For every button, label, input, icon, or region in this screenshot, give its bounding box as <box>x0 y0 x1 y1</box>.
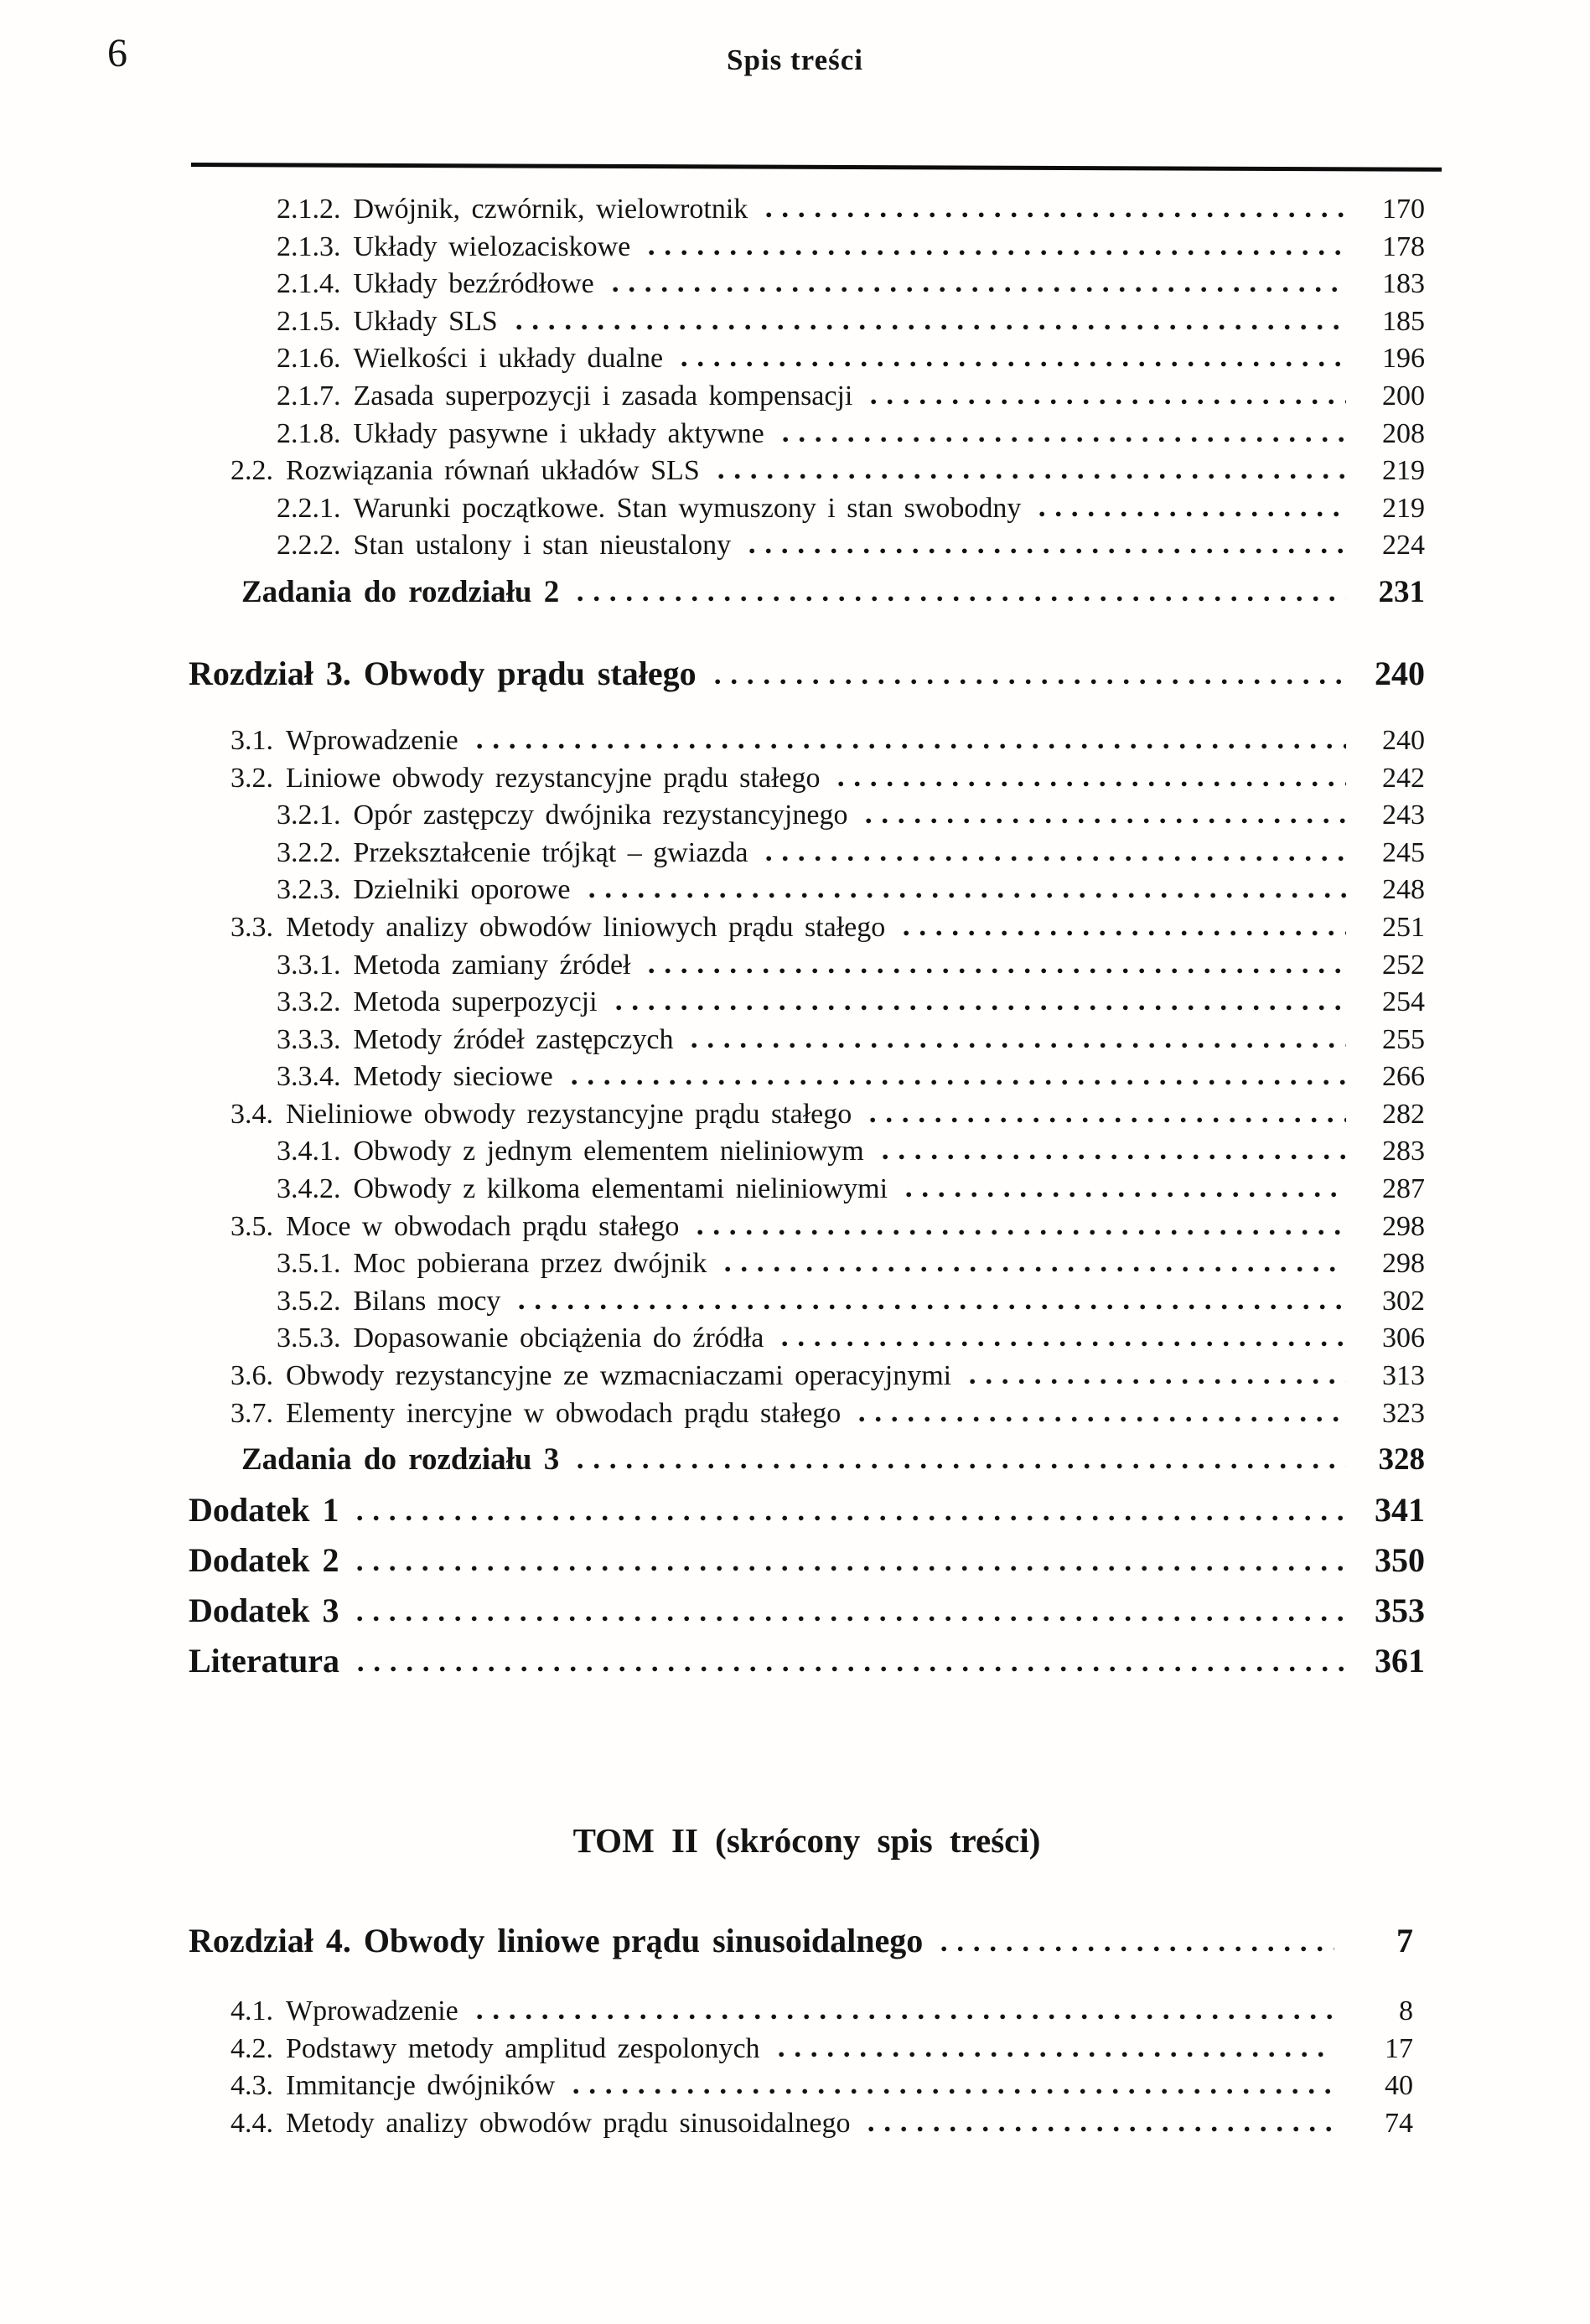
entry-number: 2.1.6. <box>277 343 341 375</box>
entry-page-number: 196 <box>1382 343 1425 375</box>
dot-leader <box>783 437 1346 443</box>
dot-leader <box>477 2014 1334 2020</box>
dot-leader <box>870 1117 1346 1123</box>
entry-number: 3.3.2. <box>277 986 341 1018</box>
toc-entry <box>189 1283 1425 1321</box>
entry-page-number: 242 <box>1382 762 1425 794</box>
dot-leader <box>749 548 1346 554</box>
dot-leader <box>577 1463 1346 1469</box>
entry-title: Układy SLS <box>353 305 498 337</box>
entry-page-number: 17 <box>1385 2032 1413 2064</box>
entry-number: 3.4.2. <box>277 1173 341 1205</box>
entry-number: 3.4. <box>230 1098 273 1130</box>
toc-entry <box>189 572 1425 613</box>
dot-leader <box>691 1043 1346 1048</box>
entry-page-number: 323 <box>1382 1397 1425 1429</box>
entry-page-number: 240 <box>1375 654 1425 692</box>
entry-title: Obwody z kilkoma elementami nieliniowymi <box>353 1173 888 1205</box>
entry-page-number: 200 <box>1382 380 1425 411</box>
entry-title: Dodatek 2 <box>189 1541 339 1580</box>
dot-leader <box>866 818 1346 824</box>
entry-page-number: 298 <box>1382 1210 1425 1242</box>
entry-number: 3.2.1. <box>277 800 341 831</box>
entry-title: Literatura <box>189 1642 339 1680</box>
dot-leader <box>519 1304 1346 1310</box>
toc-entry <box>189 340 1425 378</box>
dot-leader <box>357 1515 1346 1521</box>
entry-number: 3.5.3. <box>277 1322 341 1354</box>
entry-title: Rozwiązania równań układów SLS <box>286 455 700 487</box>
entry-title: Układy wielozaciskowe <box>353 230 631 262</box>
dot-leader <box>883 1154 1346 1160</box>
entry-title: Metody analizy obwodów prądu sinusoidalnego <box>286 2108 851 2139</box>
toc-entry <box>189 872 1425 909</box>
entry-number: 3.3.1. <box>277 949 341 981</box>
entry-title: Wprowadzenie <box>286 724 458 756</box>
entry-title: Układy pasywne i układy aktywne <box>353 417 764 449</box>
header-rule <box>191 163 1442 172</box>
toc-entry <box>189 722 1425 760</box>
entry-page-number: 361 <box>1375 1642 1425 1680</box>
entry-page-number: 302 <box>1382 1285 1425 1317</box>
entry-title: Metoda superpozycji <box>353 986 598 1018</box>
toc-entry <box>189 303 1425 341</box>
toc-entry <box>189 1489 1425 1531</box>
entry-title: Obwody z jednym elementem nieliniowym <box>353 1136 864 1167</box>
toc-entry <box>189 1439 1425 1481</box>
toc-entry <box>189 416 1425 453</box>
entry-page-number: 255 <box>1382 1023 1425 1055</box>
dot-leader <box>1039 511 1346 517</box>
entry-number: 2.2.1. <box>277 492 341 524</box>
dot-leader <box>572 1079 1346 1085</box>
entry-page-number: 248 <box>1382 874 1425 906</box>
entry-page-number: 219 <box>1382 492 1425 524</box>
dot-leader <box>697 1229 1346 1235</box>
entry-number: 4.1. <box>230 1995 273 2027</box>
entry-title: Układy bezźródłowe <box>353 268 594 300</box>
entry-number: 3.5.2. <box>277 1285 341 1317</box>
dot-leader <box>941 1946 1334 1952</box>
entry-title: Metody analizy obwodów liniowych prądu stałego <box>286 911 886 943</box>
entry-number: 2.1.8. <box>277 417 341 449</box>
entry-number: 4.4. <box>230 2108 273 2139</box>
entry-title: Zasada superpozycji i zasada kompensacji <box>353 380 853 411</box>
toc-entry <box>189 191 1425 229</box>
toc-entry <box>189 2068 1413 2105</box>
tom2-heading: TOM II (skrócony spis treści) <box>572 1821 1041 1861</box>
entry-title: Warunki początkowe. Stan wymuszony i stan swobodny <box>353 492 1022 524</box>
entry-page-number: 74 <box>1385 2108 1413 2139</box>
entry-page-number: 313 <box>1382 1360 1425 1392</box>
entry-page-number: 170 <box>1382 194 1425 225</box>
running-head: Spis treści <box>727 44 863 76</box>
toc-entry <box>189 652 1425 696</box>
entry-page-number: 251 <box>1382 911 1425 943</box>
entry-page-number: 266 <box>1382 1061 1425 1093</box>
entry-page-number: 231 <box>1378 574 1425 609</box>
entry-title: Immitancje dwójników <box>286 2070 556 2102</box>
entry-title: Zadania do rozdziału 3 <box>241 1442 560 1478</box>
entry-number: 3.1. <box>230 724 273 756</box>
entry-page-number: 40 <box>1385 2070 1413 2102</box>
entry-page-number: 341 <box>1375 1491 1425 1529</box>
dot-leader <box>868 2126 1334 2132</box>
entry-title: Dodatek 3 <box>189 1592 339 1630</box>
dot-leader <box>766 856 1346 862</box>
entry-title: Dopasowanie obciążenia do źródła <box>353 1322 764 1354</box>
entry-number: 3.7. <box>230 1397 273 1429</box>
entry-page-number: 306 <box>1382 1322 1425 1354</box>
toc-entry <box>189 909 1425 947</box>
dot-leader <box>577 596 1346 602</box>
entry-page-number: 219 <box>1382 455 1425 487</box>
entry-page-number: 185 <box>1382 305 1425 337</box>
entry-title: Dwójnik, czwórnik, wielowrotnik <box>353 194 748 225</box>
folio-page-number: 6 <box>107 31 127 75</box>
dot-leader <box>766 212 1346 218</box>
toc-entry <box>189 1590 1425 1632</box>
toc-entry <box>189 1058 1425 1096</box>
entry-number: 3.3.4. <box>277 1061 341 1093</box>
entry-page-number: 8 <box>1399 1995 1413 2027</box>
entry-page-number: 254 <box>1382 986 1425 1018</box>
toc-entry <box>189 947 1425 985</box>
dot-leader <box>715 679 1346 685</box>
toc-entry <box>189 1395 1425 1433</box>
dot-leader <box>871 399 1346 405</box>
toc-part1 <box>189 191 1425 1682</box>
dot-leader <box>906 1192 1346 1198</box>
entry-title: Zadania do rozdziału 2 <box>241 574 560 609</box>
entry-page-number: 283 <box>1382 1136 1425 1167</box>
toc-entry <box>189 229 1425 267</box>
entry-number: 3.6. <box>230 1360 273 1392</box>
entry-title: Elementy inercyjne w obwodach prądu stałego <box>286 1397 842 1429</box>
entry-title: Stan ustalony i stan nieustalony <box>353 530 732 562</box>
dot-leader <box>613 287 1346 292</box>
toc-entry <box>189 378 1425 416</box>
entry-number: 3.5. <box>230 1210 273 1242</box>
entry-title: Przekształcenie trójkąt – gwiazda <box>353 836 748 868</box>
entry-title: Moce w obwodach prądu stałego <box>286 1210 680 1242</box>
entry-number: 2.1.2. <box>277 194 341 225</box>
toc-entry <box>189 453 1425 490</box>
toc-entry <box>189 835 1425 872</box>
entry-title: Moc pobierana przez dwójnik <box>353 1248 707 1280</box>
entry-title: Wprowadzenie <box>286 1995 458 2027</box>
entry-page-number: 245 <box>1382 836 1425 868</box>
dot-leader <box>718 474 1346 479</box>
entry-number: 2.1.7. <box>277 380 341 411</box>
toc-entry <box>189 1540 1425 1581</box>
entry-page-number: 287 <box>1382 1173 1425 1205</box>
entry-title: Podstawy metody amplitud zespolonych <box>286 2032 760 2064</box>
toc-entry <box>189 2031 1413 2068</box>
dot-leader <box>589 893 1347 898</box>
entry-page-number: 183 <box>1382 268 1425 300</box>
dot-leader <box>838 781 1346 787</box>
toc-entry <box>189 1993 1413 2031</box>
dot-leader <box>859 1416 1346 1422</box>
toc-entry <box>189 490 1425 528</box>
entry-title: Bilans mocy <box>353 1285 501 1317</box>
dot-leader <box>725 1266 1346 1272</box>
dot-leader <box>904 930 1346 936</box>
dot-leader <box>649 968 1346 974</box>
entry-title: Dzielniki oporowe <box>353 874 571 906</box>
toc-entry <box>189 266 1425 303</box>
entry-number: 3.5.1. <box>277 1248 341 1280</box>
entry-page-number: 353 <box>1375 1592 1425 1630</box>
dot-leader <box>779 2052 1334 2057</box>
entry-page-number: 178 <box>1382 230 1425 262</box>
toc-entry <box>189 1133 1425 1171</box>
dot-leader <box>782 1341 1346 1347</box>
dot-leader <box>573 2088 1334 2094</box>
dot-leader <box>616 1005 1346 1011</box>
entry-number: 4.2. <box>230 2032 273 2064</box>
entry-number: 2.1.4. <box>277 268 341 300</box>
entry-title: Dodatek 1 <box>189 1491 339 1529</box>
entry-number: 2.1.3. <box>277 230 341 262</box>
entry-title: Rozdział 4. Obwody liniowe prądu sinusoidalnego <box>189 1922 924 1960</box>
entry-number: 3.3. <box>230 911 273 943</box>
entry-page-number: 350 <box>1375 1541 1425 1580</box>
entry-page-number: 240 <box>1382 724 1425 756</box>
toc-entry <box>189 1358 1425 1395</box>
entry-title: Obwody rezystancyjne ze wzmacniaczami operacyjnymi <box>286 1360 952 1392</box>
dot-leader <box>681 361 1346 367</box>
entry-title: Rozdział 3. Obwody prądu stałego <box>189 654 697 692</box>
toc-entry <box>189 1245 1425 1283</box>
entry-page-number: 7 <box>1396 1922 1413 1960</box>
entry-title: Liniowe obwody rezystancyjne prądu stałego <box>286 762 821 794</box>
entry-title: Metody źródeł zastępczych <box>353 1023 674 1055</box>
toc-entry <box>189 1096 1425 1134</box>
entry-number: 2.2. <box>230 455 273 487</box>
entry-page-number: 298 <box>1382 1248 1425 1280</box>
table-of-contents <box>189 191 1425 2143</box>
dot-leader <box>477 743 1346 749</box>
toc-entry <box>189 984 1425 1022</box>
dot-leader <box>970 1379 1346 1385</box>
toc-entry <box>189 527 1425 565</box>
entry-title: Nieliniowe obwody rezystancyjne prądu stałego <box>286 1098 852 1130</box>
toc-entry <box>189 1320 1425 1358</box>
entry-page-number: 208 <box>1382 417 1425 449</box>
dot-leader <box>357 1616 1346 1622</box>
entry-title: Metoda zamiany źródeł <box>353 949 631 981</box>
toc-entry <box>189 797 1425 835</box>
entry-number: 2.2.2. <box>277 530 341 562</box>
toc-entry <box>189 1209 1425 1246</box>
entry-page-number: 252 <box>1382 949 1425 981</box>
toc-entry <box>189 1640 1425 1682</box>
entry-number: 2.1.5. <box>277 305 341 337</box>
toc-entry <box>189 1171 1425 1209</box>
toc-entry <box>189 760 1425 798</box>
dot-leader <box>357 1566 1346 1571</box>
entry-title: Metody sieciowe <box>353 1061 553 1093</box>
dot-leader <box>358 1666 1346 1672</box>
entry-number: 3.2. <box>230 762 273 794</box>
toc-entry <box>189 1919 1413 1963</box>
entry-page-number: 243 <box>1382 800 1425 831</box>
entry-page-number: 224 <box>1382 530 1425 562</box>
entry-title: Wielkości i układy dualne <box>353 343 664 375</box>
entry-number: 3.2.2. <box>277 836 341 868</box>
entry-title: Opór zastępczy dwójnika rezystancyjnego <box>353 800 848 831</box>
toc-entry <box>189 2105 1413 2143</box>
entry-number: 3.4.1. <box>277 1136 341 1167</box>
toc-entry <box>189 1022 1425 1059</box>
entry-page-number: 328 <box>1378 1442 1425 1478</box>
entry-number: 3.3.3. <box>277 1023 341 1055</box>
toc-part2 <box>189 1919 1425 2142</box>
entry-number: 4.3. <box>230 2070 273 2102</box>
dot-leader <box>516 324 1346 330</box>
dot-leader <box>649 250 1346 256</box>
entry-page-number: 282 <box>1382 1098 1425 1130</box>
entry-number: 3.2.3. <box>277 874 341 906</box>
